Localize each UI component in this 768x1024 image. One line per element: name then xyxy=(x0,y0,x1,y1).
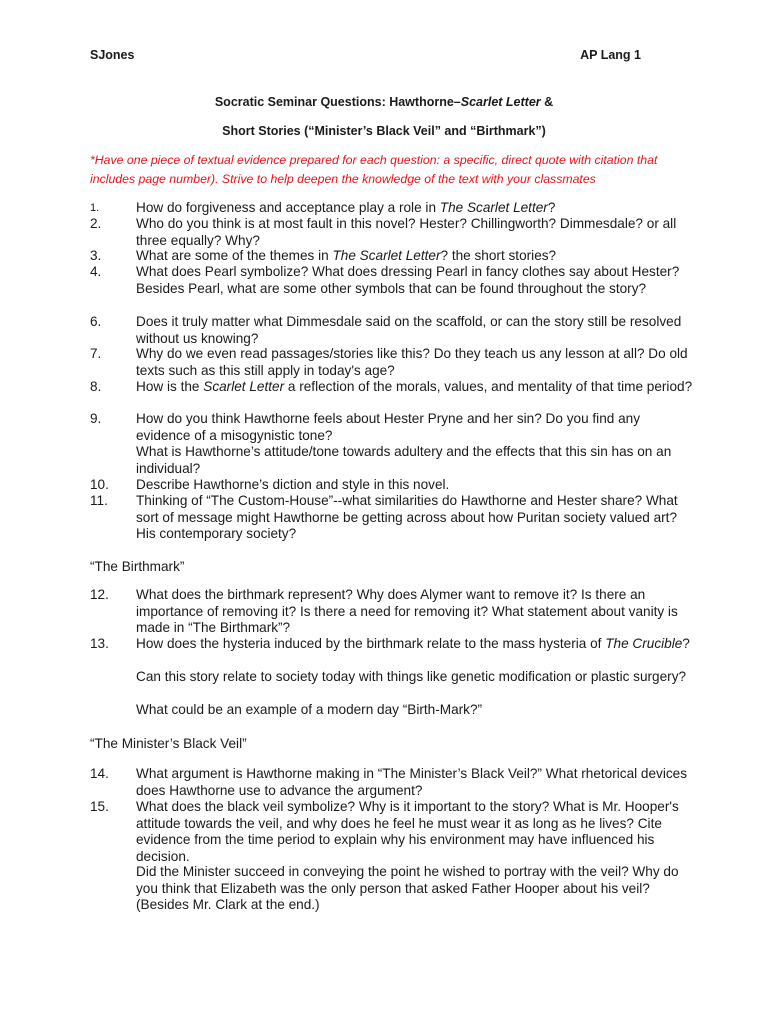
section-heading-birthmark: “The Birthmark” xyxy=(90,559,185,574)
question-text-segment: What is Hawthorne’s attitude/tone towards adultery and the effects that this sin has on an individual? xyxy=(136,444,672,476)
question-item xyxy=(90,444,690,477)
title-italic: Scarlet Letter xyxy=(460,95,541,109)
question-text xyxy=(136,587,696,637)
question-text-segment: What could be an example of a modern day “Birth-Mark?” xyxy=(136,702,483,717)
question-item xyxy=(90,669,690,686)
question-number: 13. xyxy=(90,636,109,651)
question-text-segment: Why do we even read passages/stories like this? Do they teach us any lesson at all? Do old texts such as this still apply in today's age? xyxy=(136,346,688,378)
question-text-segment: Thinking of “The Custom-House”--what similarities do Hawthorne and Hester share? What sort of message might Hawthorne be getting across about how Puritan society valued art? His contemporary society? xyxy=(136,493,678,541)
question-item xyxy=(90,379,693,396)
question-number: 2. xyxy=(90,216,102,231)
question-text xyxy=(136,444,696,477)
question-text xyxy=(136,669,696,686)
question-item xyxy=(90,493,690,543)
author-name: SJones xyxy=(90,48,135,62)
question-text xyxy=(136,766,696,799)
question-text xyxy=(136,799,696,865)
question-item xyxy=(90,477,690,494)
question-text xyxy=(136,346,696,379)
question-text-segment: How do you think Hawthorne feels about Hester Pryne and her sin? Do you find any evidence of a misogynistic tone? xyxy=(136,411,641,443)
question-text-segment: What does Pearl symbolize? What does dressing Pearl in fancy clothes say about Hester? Besides Pearl, what are some other symbols that can be found throughout the story? xyxy=(136,264,680,296)
question-text xyxy=(136,200,696,217)
question-number: 3. xyxy=(90,248,102,263)
question-text-segment: What are some of the themes in xyxy=(136,248,333,263)
document-subtitle: Short Stories (“Minister’s Black Veil” and “Birthmark”) xyxy=(222,124,546,138)
question-text xyxy=(136,379,696,396)
question-text-italic: Scarlet Letter xyxy=(203,379,285,394)
question-text-segment: How do forgiveness and acceptance play a role in xyxy=(136,200,440,215)
question-text xyxy=(136,636,696,653)
title-suffix: & xyxy=(540,95,554,109)
question-item xyxy=(90,799,690,865)
question-item xyxy=(90,248,690,265)
question-number: 9. xyxy=(90,411,102,426)
question-text-segment: How does the hysteria induced by the birthmark relate to the mass hysteria of xyxy=(136,636,606,651)
question-item xyxy=(90,314,690,347)
question-text-segment: a reflection of the morals, values, and mentality of that time period? xyxy=(284,379,693,394)
question-text xyxy=(136,264,696,297)
question-text xyxy=(136,314,696,347)
question-text-segment: What argument is Hawthorne making in “The Minister’s Black Veil?” What rhetorical devices does Hawthorne use to advance the argument? xyxy=(136,766,688,798)
question-text-italic: The Scarlet Letter xyxy=(439,200,548,215)
question-item xyxy=(90,264,690,297)
question-text-segment: What does the birthmark represent? Why does Alymer want to remove it? Is there an importance of removing it? Is there a need for removing it? What statement about vanity is made in “The Birthmark”? xyxy=(136,587,678,635)
title-prefix: Socratic Seminar Questions: Hawthorne– xyxy=(214,95,461,109)
question-text-segment: ? xyxy=(682,636,690,651)
question-item xyxy=(90,636,690,653)
question-text xyxy=(136,216,696,249)
question-text-italic: The Scarlet Letter xyxy=(332,248,441,263)
question-text-segment: Describe Hawthorne’s diction and style in this novel. xyxy=(136,477,450,492)
question-number: 7. xyxy=(90,346,102,361)
course-name: AP Lang 1 xyxy=(580,48,641,62)
question-item xyxy=(90,587,690,637)
question-text xyxy=(136,477,696,494)
question-number: 1. xyxy=(90,202,100,214)
question-text xyxy=(136,493,696,543)
instructions-note: *Have one piece of textual evidence prepared for each question: a specific, direct quote with citation that includes page number). Strive to help deepen the knowledge of the text with your classmates xyxy=(90,153,658,186)
question-item xyxy=(90,216,690,249)
question-number: 15. xyxy=(90,799,109,814)
question-number: 12. xyxy=(90,587,109,602)
question-number: 10. xyxy=(90,477,109,492)
question-text-segment: How is the xyxy=(136,379,204,394)
question-item xyxy=(90,864,690,914)
question-number: 6. xyxy=(90,314,102,329)
question-number: 4. xyxy=(90,264,102,279)
question-text-segment: Did the Minister succeed in conveying the point he wished to portray with the veil? Why do you think that Elizabeth was the only person that asked Father Hooper about his veil? (Besides Mr. Clark at the end.) xyxy=(136,864,679,912)
question-text-segment: What does the black veil symbolize? Why is it important to the story? What is Mr. Hooper's attitude towards the veil, and why does he feel he must wear it as long as he lives? Cite evidence from the time period to explain why his environment may have influenced his decision. xyxy=(136,799,679,864)
question-item xyxy=(90,346,690,379)
question-item xyxy=(90,200,690,217)
question-text xyxy=(136,864,696,914)
question-item xyxy=(90,766,690,799)
document-title xyxy=(0,95,768,109)
section-heading-black-veil: “The Minister’s Black Veil” xyxy=(90,736,247,751)
question-number: 14. xyxy=(90,766,109,781)
question-text-segment: Who do you think is at most fault in this novel? Hester? Chillingworth? Dimmesdale? or all three equally? Why? xyxy=(136,216,677,248)
question-text-italic: The Crucible xyxy=(605,636,683,651)
question-number: 8. xyxy=(90,379,102,394)
question-item xyxy=(90,411,690,444)
question-text-segment: Does it truly matter what Dimmesdale said on the scaffold, or can the story still be resolved without us knowing? xyxy=(136,314,682,346)
question-text-segment: ? xyxy=(547,200,556,215)
question-text xyxy=(136,248,696,265)
question-item xyxy=(90,702,690,719)
question-text xyxy=(136,702,696,719)
question-text xyxy=(136,411,696,444)
question-number: 11. xyxy=(90,493,108,508)
question-text-segment: ? the short stories? xyxy=(440,248,557,263)
question-text-segment: Can this story relate to society today with things like genetic modification or plastic surgery? xyxy=(136,669,687,684)
